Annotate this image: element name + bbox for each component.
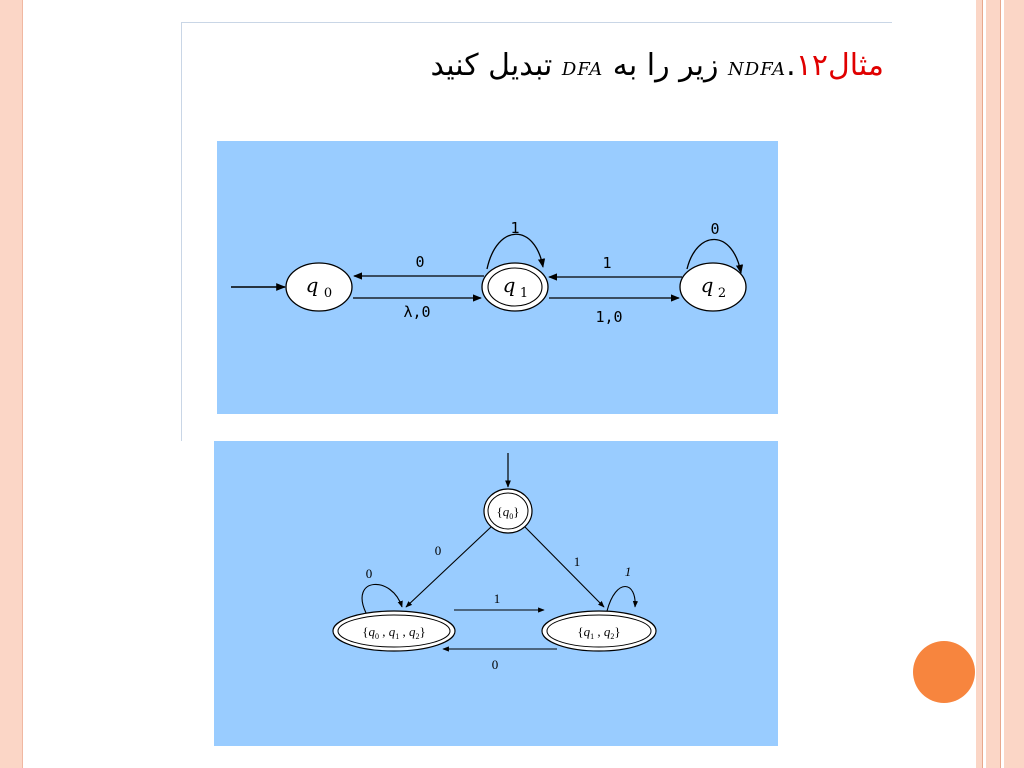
title-dfa: DFA	[561, 59, 604, 80]
title-example-number: ۱۲	[795, 48, 828, 83]
ndfa-loop-q2-label: 0	[710, 220, 720, 238]
ndfa-edge-q2-q1-label: 1	[602, 254, 612, 272]
dfa-edge-q0-q1q2-label: 1	[573, 554, 581, 569]
dfa-diagram	[214, 441, 778, 746]
title-example-word: مثال	[827, 48, 884, 83]
dfa-state-q0q1q2	[333, 611, 455, 651]
ndfa-q1-label: q	[502, 273, 516, 297]
dfa-state-q0	[484, 489, 532, 533]
dfa-edge-q0-q0q1q2	[406, 527, 491, 607]
right-decor-bands	[976, 0, 1024, 768]
ndfa-loop-q1-label: 1	[510, 219, 520, 237]
dfa-edge-q0-q0q1q2-label: 0	[434, 543, 442, 558]
title-ndfa: NDFA	[728, 59, 787, 80]
dfa-loop-q1q2-label: 1	[624, 564, 632, 579]
title-dot: .	[786, 48, 796, 83]
dfa-diagram-panel	[214, 441, 778, 746]
ndfa-edge-q0-q1-label: λ,0	[403, 303, 431, 321]
dfa-loop-q0q1q2	[362, 584, 402, 613]
ndfa-diagram-panel	[217, 141, 778, 414]
ndfa-q2-sub: 2	[717, 286, 727, 301]
ndfa-state-q0	[286, 263, 352, 311]
ndfa-edge-q1-q0-label: 0	[415, 253, 425, 271]
ndfa-q2-label: q	[700, 273, 714, 297]
ndfa-q1-sub: 1	[519, 286, 529, 301]
ndfa-q0-label: q	[305, 273, 319, 297]
dfa-edge-q1q2-q0q1q2-label: 0	[491, 657, 499, 672]
left-decor-band	[0, 0, 23, 768]
dfa-q1q2-label: {$q_1$ , $q_2$}	[577, 624, 621, 641]
ndfa-state-q1	[482, 263, 548, 311]
dfa-state-q1q2	[542, 611, 656, 651]
ndfa-edge-q1-q2-label: 1,0	[595, 308, 623, 326]
ndfa-q0-sub: 0	[323, 286, 333, 301]
dfa-q0-label: $\{q_0\}$	[496, 504, 520, 521]
title-end: تبدیل کنید	[430, 48, 562, 83]
dfa-loop-q1q2	[607, 587, 635, 612]
orange-accent-circle	[913, 641, 975, 703]
ndfa-state-q2	[680, 263, 746, 311]
dfa-edge-q0q1q2-q1q2-label: 1	[493, 591, 501, 606]
dfa-q0q1q2-label: {$q_0$ , $q_1$ , $q_2$}	[362, 624, 426, 641]
dfa-edge-q0-q1q2	[525, 527, 604, 607]
title-middle: زیر را به	[603, 48, 729, 83]
slide-title	[430, 48, 884, 83]
dfa-loop-q0q1q2-label: 0	[365, 566, 373, 581]
ndfa-diagram	[217, 141, 778, 414]
